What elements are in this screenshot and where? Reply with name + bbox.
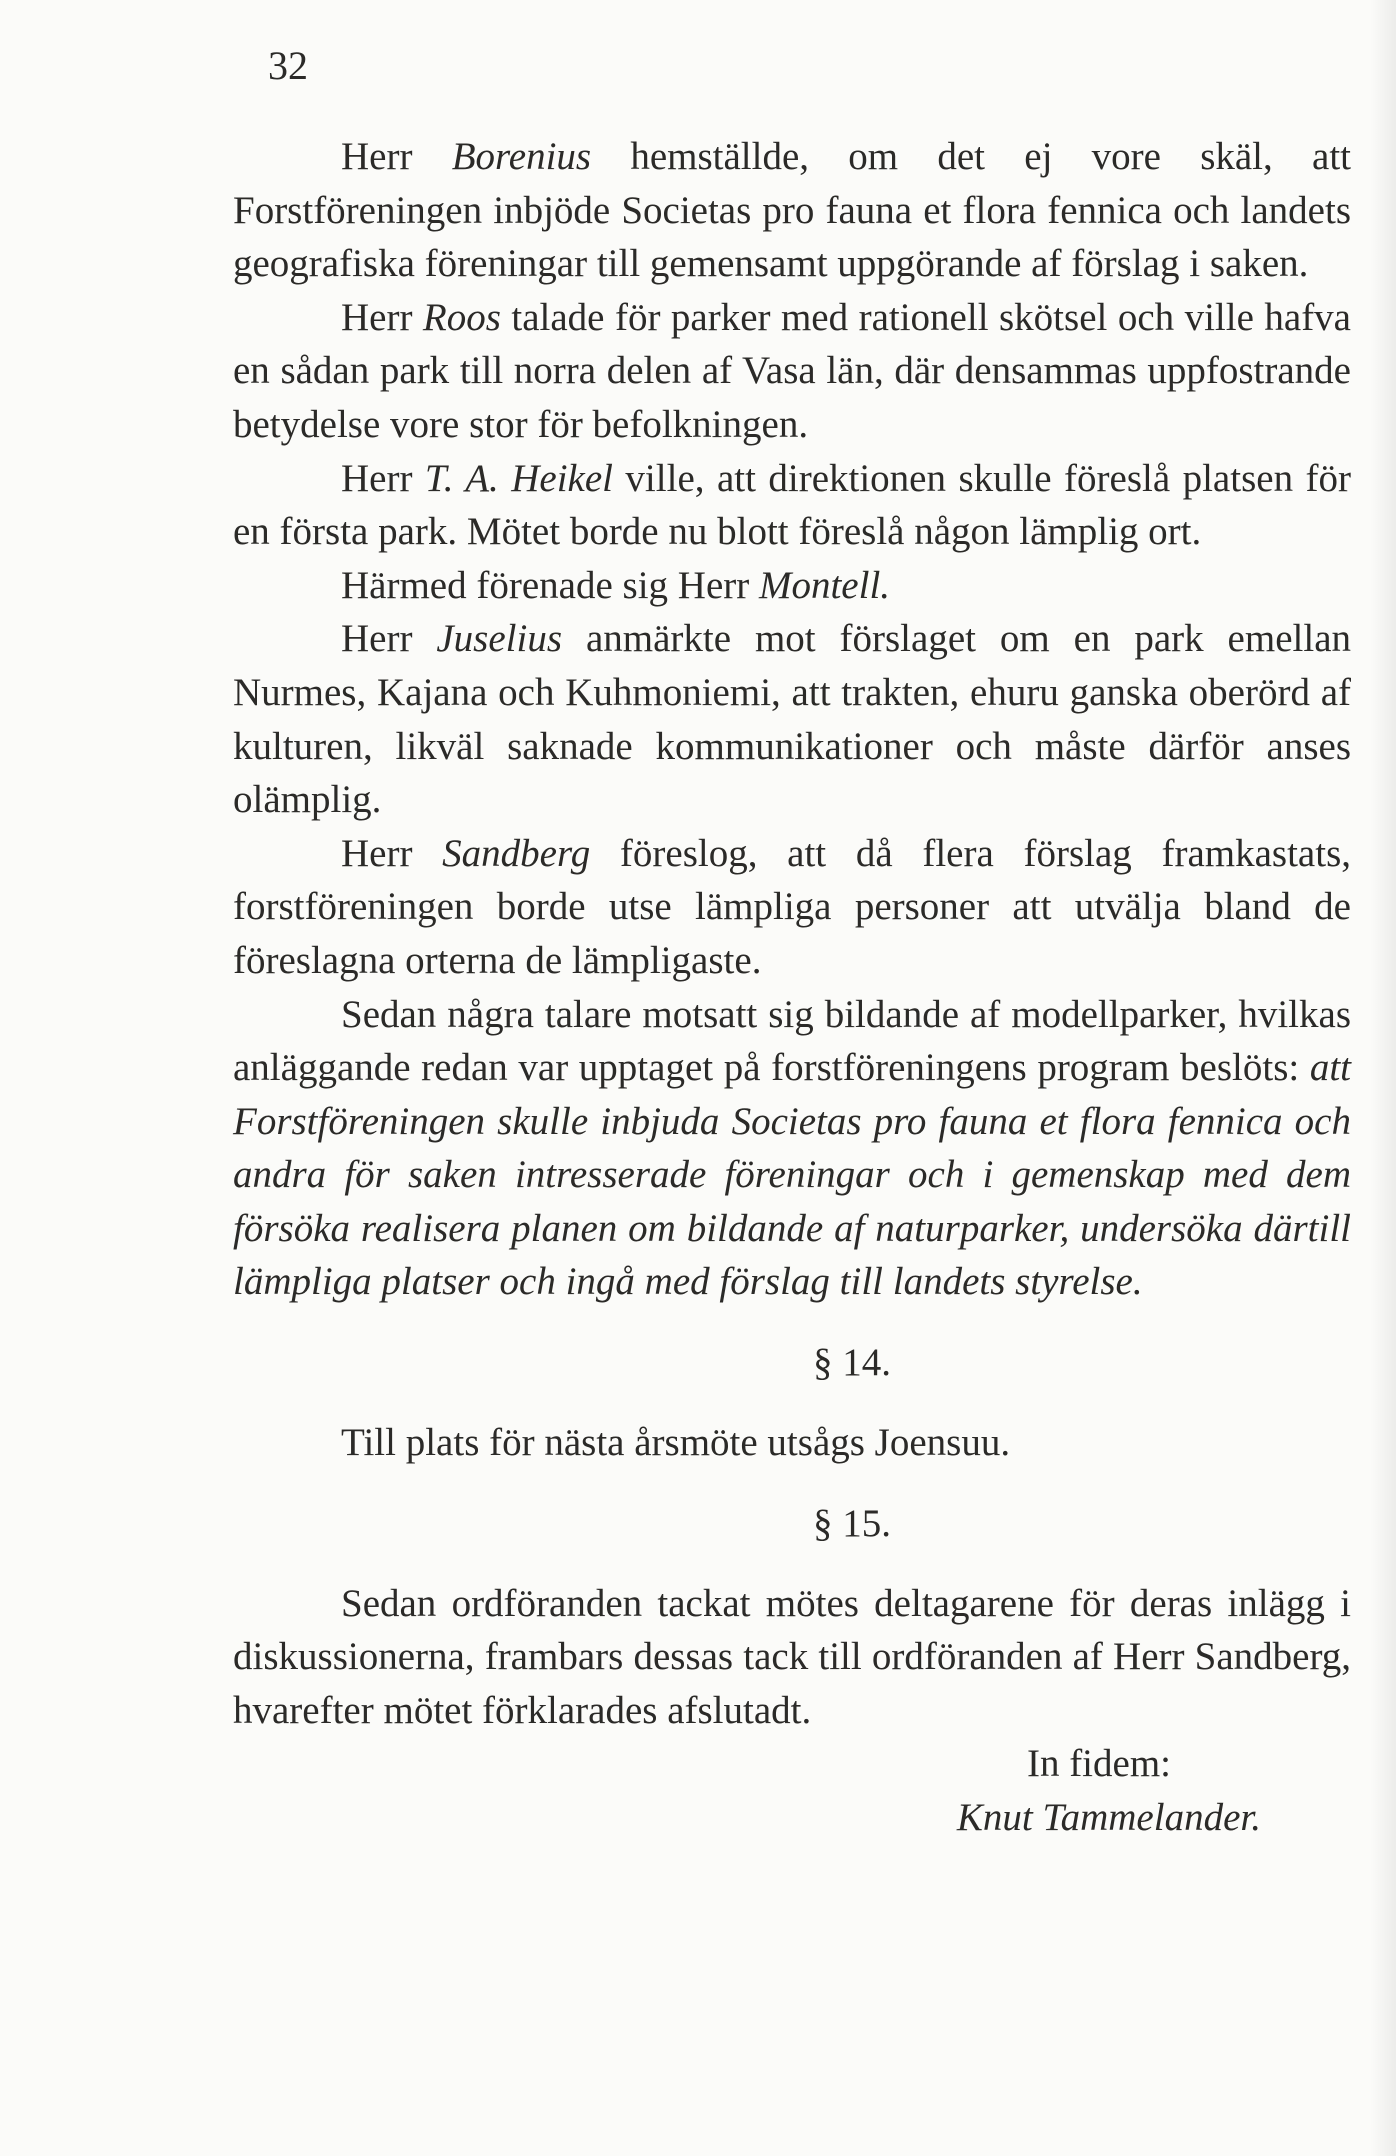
paragraph-section-15: Sedan ordföranden tackat mötes deltagarene för deras inlägg i diskussionerna, frambars dessas tack till ordföranden af Herr Sandberg, hvarefter mötet förklarades afslutadt. (233, 1581, 1351, 1732)
paragraph-heikel (233, 452, 1351, 559)
speaker-name: T. A. Heikel (424, 456, 613, 500)
paragraph-decision (233, 988, 1351, 1310)
speaker-name: Montell. (758, 563, 891, 607)
paragraph-body: talade för parker med rationell skötsel och ville hafva en sådan park till norra delen af Vasa län, där densammas uppfostrande betydelse vore stor för befolkningen. (233, 295, 1351, 446)
page-edge-shadow (1370, 0, 1396, 2156)
in-fidem-formula: In fidem: (1026, 1742, 1171, 1786)
speaker-name: Sandberg (442, 831, 591, 875)
paragraph-roos (233, 291, 1351, 452)
signature: Knut Tammelander. (956, 1796, 1261, 1840)
paragraph-lead: Herr (341, 456, 425, 500)
section-heading-15: § 15. (813, 1501, 891, 1545)
paragraph-body: ville, att direktionen skulle föreslå platsen för en första park. Mötet borde nu blott föreslå någon lämplig ort. (233, 456, 1351, 554)
decision-resolution: att Forstföreningen skulle inbjuda Societas pro fauna et flora fennica och andra för saken intresserade föreningar och i gemenskap med dem försöka realisera planen om bildande af naturparker, undersöka därtill lämpliga platser och ingå med förslag till landets styrelse. (233, 1046, 1351, 1304)
paragraph-borenius (233, 130, 1351, 291)
paragraph-montell (233, 559, 1351, 613)
page-number: 32 (268, 43, 308, 88)
paragraph-lead: Herr (341, 295, 423, 339)
paragraph-sandberg (233, 827, 1351, 988)
paragraph-body: hemställde, om det ej vore skäl, att Forstföreningen inbjöde Societas pro fauna et flora fennica och landets geografiska föreningar till gemensamt uppgörande af förslag i saken. (233, 135, 1351, 286)
decision-lead: Sedan några talare motsatt sig bildande af modellparker, hvilkas anläggande redan var upptaget på forstföreningens program beslöts: (233, 992, 1351, 1090)
minutes-text (233, 130, 1351, 1845)
paragraph-lead: Härmed förenade sig Herr (341, 563, 759, 607)
paragraph-juselius (233, 612, 1351, 826)
speaker-name: Borenius (451, 135, 592, 178)
paragraph-lead: Herr (341, 831, 443, 875)
paragraph-lead: Herr (341, 135, 452, 178)
paragraph-body: föreslog, att då flera förslag framkastats, forstföreningen borde utse lämpliga personer att utvälja bland de föreslagna orterna de lämpligaste. (233, 831, 1351, 982)
paragraph-body: anmärkte mot förslaget om en park emellan Nurmes, Kajana och Kuhmoniemi, att trakten, ehuru ganska oberörd af kulturen, likväl saknade kommunikationer och måste därför anses olämplig. (233, 617, 1351, 822)
speaker-name: Roos (422, 295, 501, 339)
paragraph-section-14: Till plats för nästa årsmöte utsågs Joensuu. (341, 1421, 1011, 1465)
paragraph-lead: Herr (341, 617, 437, 661)
speaker-name: Juselius (436, 617, 563, 661)
signoff-row (233, 1737, 1351, 1791)
section-heading-14: § 14. (813, 1341, 891, 1385)
